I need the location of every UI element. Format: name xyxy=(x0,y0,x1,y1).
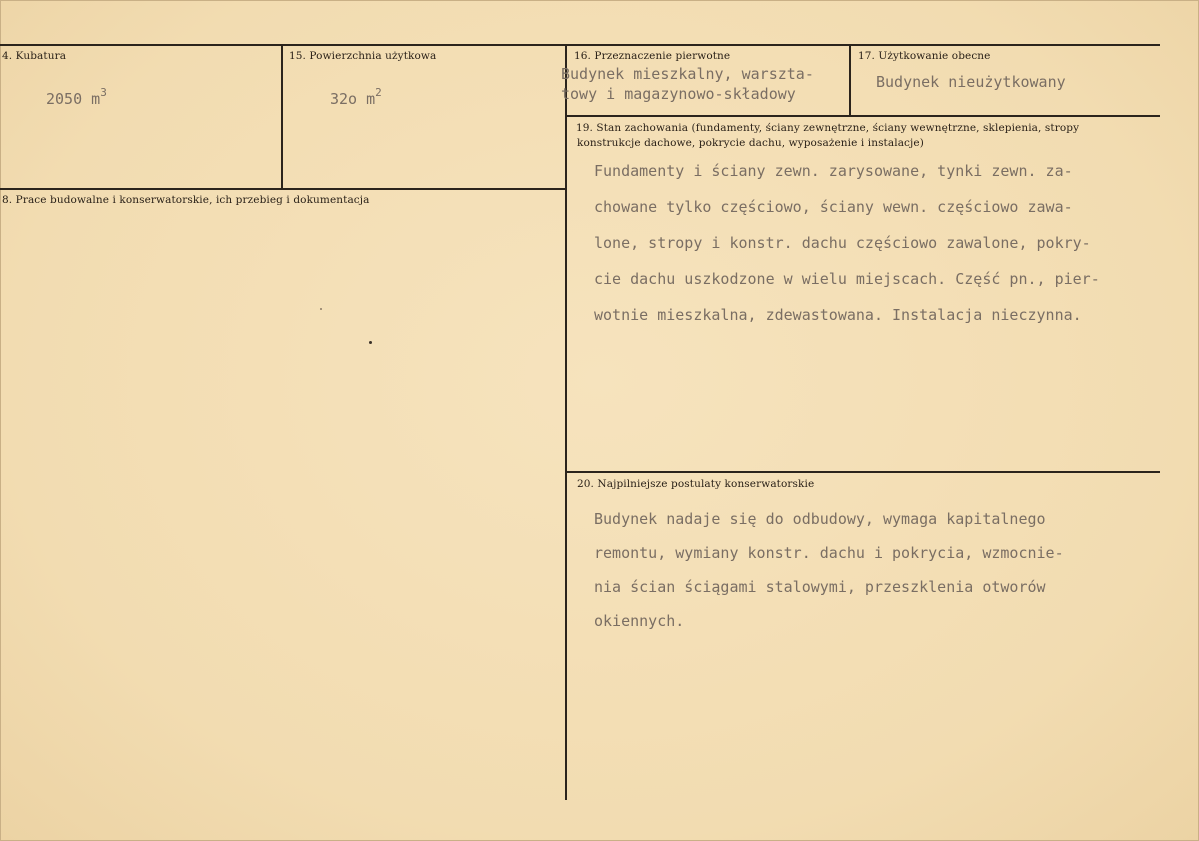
stan-line-3: lone, stropy i konstr. dachu częściowo zawalone, pokry- xyxy=(594,234,1091,252)
postulaty-line-4: okiennych. xyxy=(594,612,685,630)
stan-line-1: Fundamenty i ściany zewn. zarysowane, tynki zewn. za- xyxy=(594,162,1073,180)
prace-budowlane-label: 8. Prace budowalne i konserwatorskie, ich przebieg i dokumentacja xyxy=(2,194,370,206)
kubatura-number: 2050 m xyxy=(46,90,101,108)
rule-below-14-15 xyxy=(0,188,565,190)
postulaty-line-2: remontu, wymiany konstr. dachu i pokrycia, wzmocnie- xyxy=(594,544,1064,562)
uzytkowanie-value: Budynek nieużytkowany xyxy=(876,73,1066,91)
rule-below-16-17 xyxy=(565,115,1160,117)
stan-line-2: chowane tylko częściowo, ściany wewn. częściowo zawa- xyxy=(594,198,1073,216)
rule-above-20 xyxy=(565,471,1160,473)
postulaty-line-3: nia ścian ściągami stalowymi, przeszklenia otworów xyxy=(594,578,1046,596)
przeznaczenie-line-2: towy i magazynowo-składowy xyxy=(561,85,796,103)
powierzchnia-unit-exponent: 2 xyxy=(375,86,382,99)
postulaty-text xyxy=(594,502,1064,638)
paper-speck xyxy=(320,308,322,310)
stan-line-4: cie dachu uszkodzone w wielu miejscach. Część pn., pier- xyxy=(594,270,1100,288)
postulaty-line-1: Budynek nadaje się do odbudowy, wymaga kapitalnego xyxy=(594,510,1046,528)
uzytkowanie-label: 17. Użytkowanie obecne xyxy=(858,50,991,62)
postulaty-label: 20. Najpilniejsze postulaty konserwatorskie xyxy=(577,478,815,490)
kubatura-value xyxy=(46,88,107,108)
stan-zachowania-label-line-1: 19. Stan zachowania (fundamenty, ściany zewnętrzne, ściany wewnętrzne, sklepienia, stropy xyxy=(576,122,1080,134)
kubatura-label: 4. Kubatura xyxy=(2,50,67,62)
divider-16-17 xyxy=(849,44,851,116)
stan-zachowania-text xyxy=(594,153,1100,333)
stan-line-5: wotnie mieszkalna, zdewastowana. Instalacja nieczynna. xyxy=(594,306,1082,324)
powierzchnia-number: 32o m xyxy=(330,90,376,108)
divider-14-15 xyxy=(281,44,283,190)
stan-zachowania-label-line-2: konstrukcje dachowe, pokrycie dachu, wyposażenie i instalacje) xyxy=(577,137,924,149)
przeznaczenie-line-1: Budynek mieszkalny, warszta- xyxy=(561,65,814,83)
przeznaczenie-label: 16. Przeznaczenie pierwotne xyxy=(574,50,731,62)
powierzchnia-label: 15. Powierzchnia użytkowa xyxy=(289,50,437,62)
przeznaczenie-value xyxy=(561,64,849,104)
powierzchnia-value xyxy=(330,88,382,108)
kubatura-unit-exponent: 3 xyxy=(100,86,107,99)
top-rule xyxy=(0,44,1160,46)
paper-speck xyxy=(369,341,372,344)
divider-left-right xyxy=(565,44,567,800)
